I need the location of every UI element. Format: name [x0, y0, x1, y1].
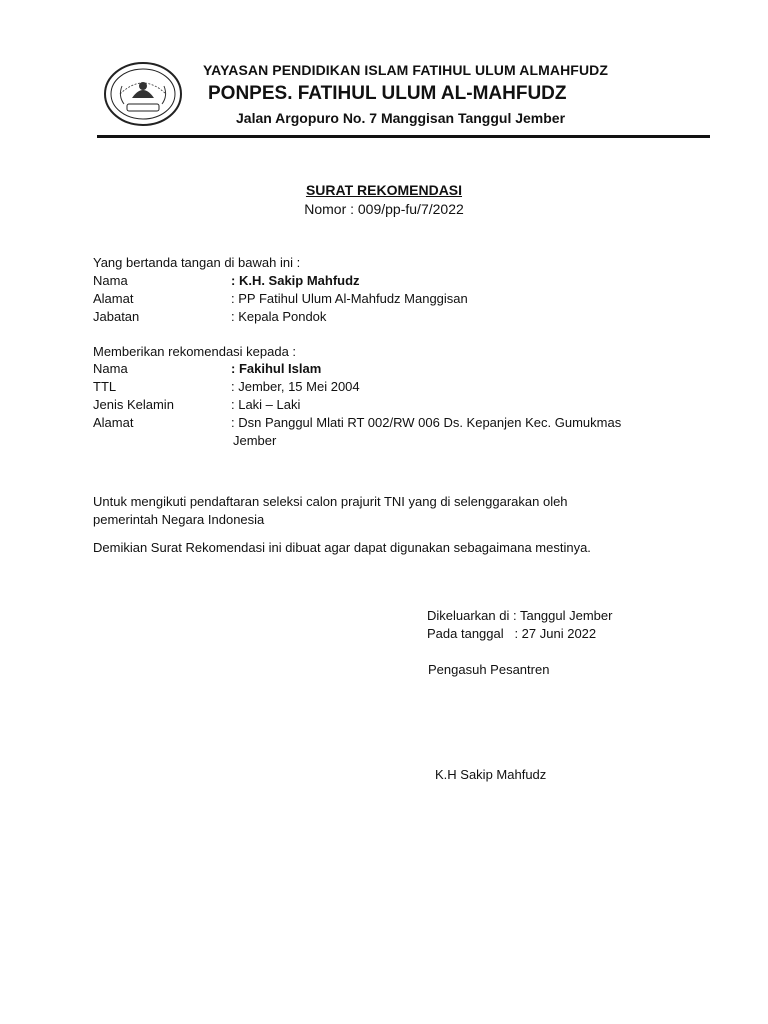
recipient-name-value: : Fakihul Islam	[231, 361, 322, 376]
school-address: Jalan Argopuro No. 7 Manggisan Tanggul Jember	[236, 110, 566, 126]
pesantren-logo	[102, 60, 184, 128]
signer-position-value: : Kepala Pondok	[231, 309, 327, 324]
signature-name: K.H Sakip Mahfudz	[435, 767, 547, 782]
issued-date: Pada tanggal : 27 Juni 2022	[427, 626, 597, 641]
recipient-ttl-value: : Jember, 15 Mei 2004	[231, 379, 360, 394]
recipient-gender-label: Jenis Kelamin	[93, 397, 174, 412]
foundation-name: YAYASAN PENDIDIKAN ISLAM FATIHUL ULUM ALMAHFUDZ	[203, 62, 609, 78]
school-name: PONPES. FATIHUL ULUM AL-MAHFUDZ	[208, 83, 567, 104]
recipient-ttl-label: TTL	[93, 379, 117, 394]
recipient-address-value-cont: Jember	[233, 433, 277, 448]
recipient-intro: Memberikan rekomendasi kepada :	[93, 344, 297, 359]
closing-statement: Demikian Surat Rekomendasi ini dibuat agar dapat digunakan sebagaimana mestinya.	[93, 540, 591, 555]
signer-address-label: Alamat	[93, 291, 134, 306]
purpose-line-2: pemerintah Negara Indonesia	[93, 512, 265, 527]
purpose-line-1: Untuk mengikuti pendaftaran seleksi calon prajurit TNI yang di selenggarakan oleh	[93, 494, 568, 509]
header-divider	[97, 135, 710, 138]
signer-name-value: : K.H. Sakip Mahfudz	[231, 273, 360, 288]
letter-title: SURAT REKOMENDASI	[305, 182, 463, 198]
issued-place: Dikeluarkan di : Tanggul Jember	[427, 608, 613, 623]
signer-intro: Yang bertanda tangan di bawah ini :	[93, 255, 301, 270]
recipient-address-value: : Dsn Panggul Mlati RT 002/RW 006 Ds. Kepanjen Kec. Gumukmas	[231, 415, 622, 430]
recipient-address-label: Alamat	[93, 415, 134, 430]
letter-number: Nomor : 009/pp-fu/7/2022	[304, 201, 464, 217]
signer-position-label: Jabatan	[93, 309, 140, 324]
recipient-name-label: Nama	[93, 361, 128, 376]
recipient-gender-value: : Laki – Laki	[231, 397, 301, 412]
signer-name-label: Nama	[93, 273, 128, 288]
signer-address-value: : PP Fatihul Ulum Al-Mahfudz Manggisan	[231, 291, 468, 306]
signer-role: Pengasuh Pesantren	[428, 662, 550, 677]
